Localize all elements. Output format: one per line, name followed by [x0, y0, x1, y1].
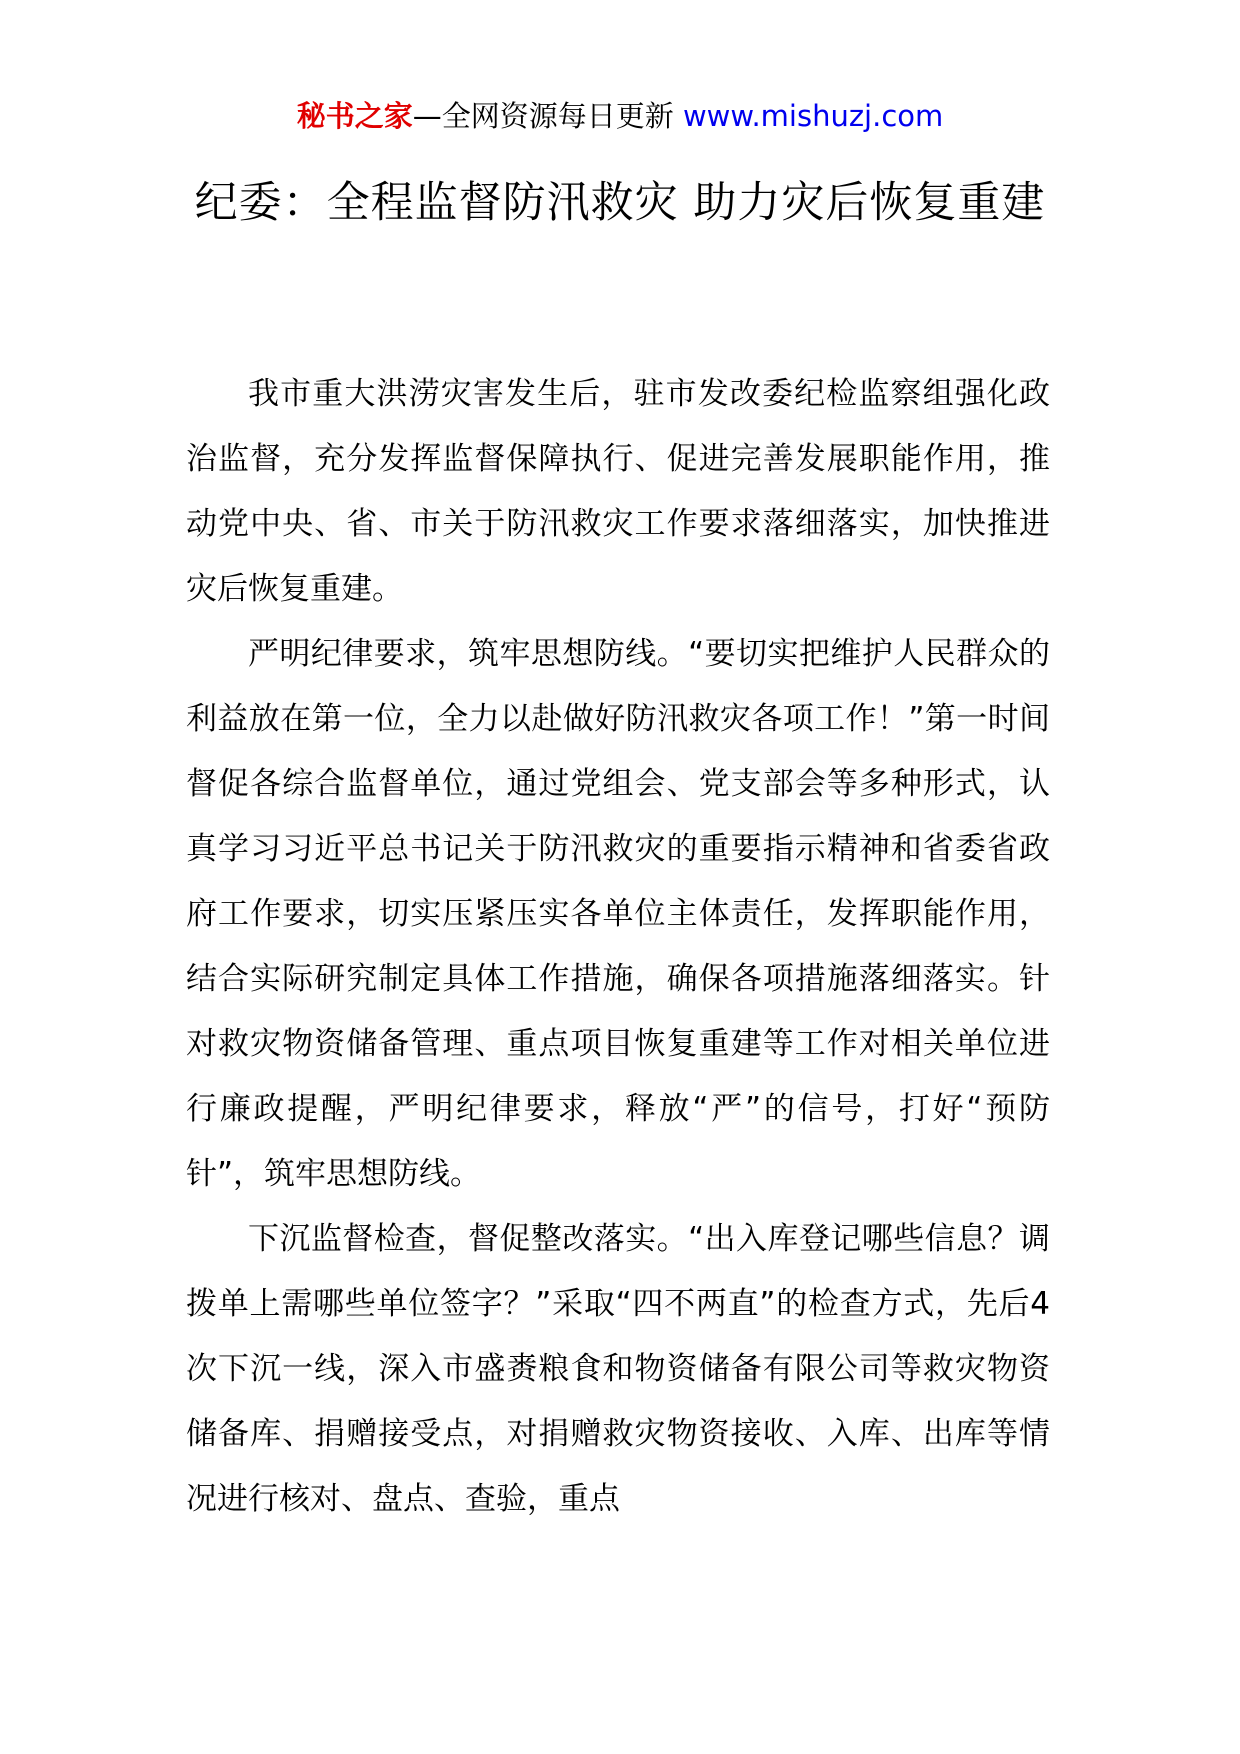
site-header: [0, 96, 1240, 136]
body-paragraph: 下沉监督检查，督促整改落实。“出入库登记哪些信息？调拨单上需哪些单位签字？”采取“四不两直”的检查方式，先后4次下沉一线，深入市盛赉粮食和物资储备有限公司等救灾物资储备库、捐赠接受点，对捐赠救灾物资接收、入库、出库等情况进行核对、盘点、查验，重点: [186, 1221, 1050, 1517]
site-brand: 秘书之家: [296, 99, 413, 133]
body-paragraph: 严明纪律要求，筑牢思想防线。“要切实把维护人民群众的利益放在第一位，全力以赴做好防汛救灾各项工作！”第一时间督促各综合监督单位，通过党组会、党支部会等多种形式，认真学习习近平总书记关于防汛救灾的重要指示精神和省委省政府工作要求，切实压紧压实各单位主体责任，发挥职能作用，结合实际研究制定具体工作措施，确保各项措施落细落实。针对救灾物资储备管理、重点项目恢复重建等工作对相关单位进行廉政提醒，严明纪律要求，释放“严”的信号，打好“预防针”，筑牢思想防线。: [186, 636, 1050, 1192]
document-body: [186, 362, 1050, 1532]
site-tagline: —全网资源每日更新: [412, 99, 674, 133]
body-paragraph: 我市重大洪涝灾害发生后，驻市发改委纪检监察组强化政治监督，充分发挥监督保障执行、促进完善发展职能作用，推动党中央、省、市关于防汛救灾工作要求落细落实，加快推进灾后恢复重建。: [186, 376, 1050, 607]
site-url-link[interactable]: www.mishuzj.com: [682, 99, 944, 133]
document-title: 纪委：全程监督防汛救灾 助力灾后恢复重建: [194, 178, 1046, 228]
